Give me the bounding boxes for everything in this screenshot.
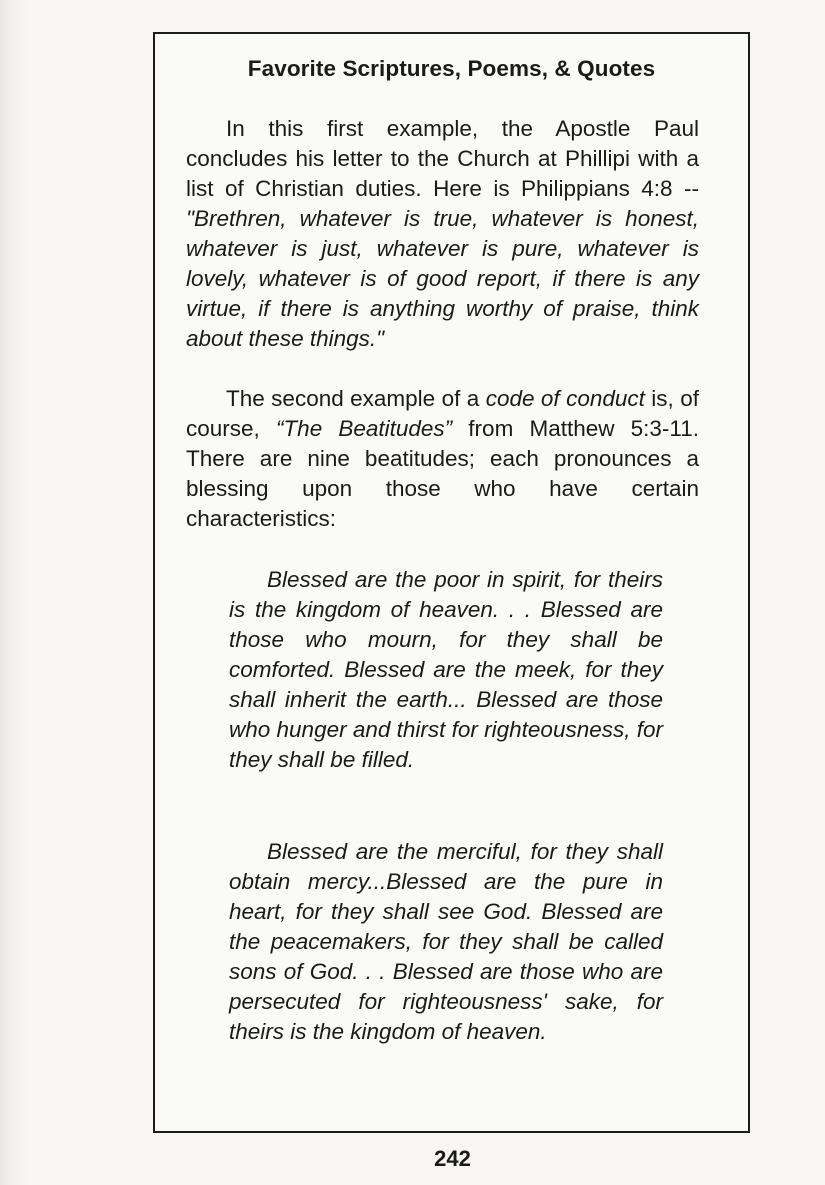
beatitudes-title-emphasis: “The Beatitudes” — [275, 416, 453, 441]
paragraph-philippians — [186, 114, 699, 354]
beatitudes-quote-2 — [229, 837, 663, 1047]
beatitudes-intro-part2: is, of course, — [186, 386, 699, 441]
code-of-conduct-emphasis: code of conduct — [485, 386, 645, 411]
beatitudes-quote-2-text: Blessed are the merciful, for they shall obtain mercy...Blessed are the pure in heart, for they shall see God. Blessed are the peacemakers, for they shall be called sons of God. . . Blessed are those who are persecuted for righteousness' sake, for theirs is the kingdom of heaven. — [229, 839, 663, 1044]
page-edge-shadow — [0, 0, 28, 1185]
beatitudes-quote-1-text: Blessed are the poor in spirit, for theirs is the kingdom of heaven. . . Blessed are those who mourn, for they shall be comforted. Blessed are the meek, for they shall inherit the earth... Blessed are those who hunger and thirst for righteousness, for they shall be filled. — [229, 567, 663, 772]
beatitudes-quote-1 — [229, 565, 663, 775]
paragraph-philippians-intro: In this first example, the Apostle Paul concludes his letter to the Church at Phillipi with a list of Christian duties. Here is Philippians 4:8 -- — [186, 116, 699, 201]
beatitudes-intro-part1: The second example of a — [226, 386, 486, 411]
philippians-quote: "Brethren, whatever is true, whatever is honest, whatever is just, whatever is pure, whatever is lovely, whatever is of good report, if there is any virtue, if there is anything worthy of praise, think about these things." — [186, 206, 699, 351]
paragraph-beatitudes-intro — [186, 384, 699, 534]
beatitudes-intro-part3: from Matthew 5:3-11. There are nine beatitudes; each pronounces a blessing upon those who have certain characteristics: — [186, 416, 700, 531]
page-number: 242 — [434, 1146, 471, 1171]
content-frame — [153, 32, 750, 1133]
page-heading: Favorite Scriptures, Poems, & Quotes — [247, 56, 656, 81]
